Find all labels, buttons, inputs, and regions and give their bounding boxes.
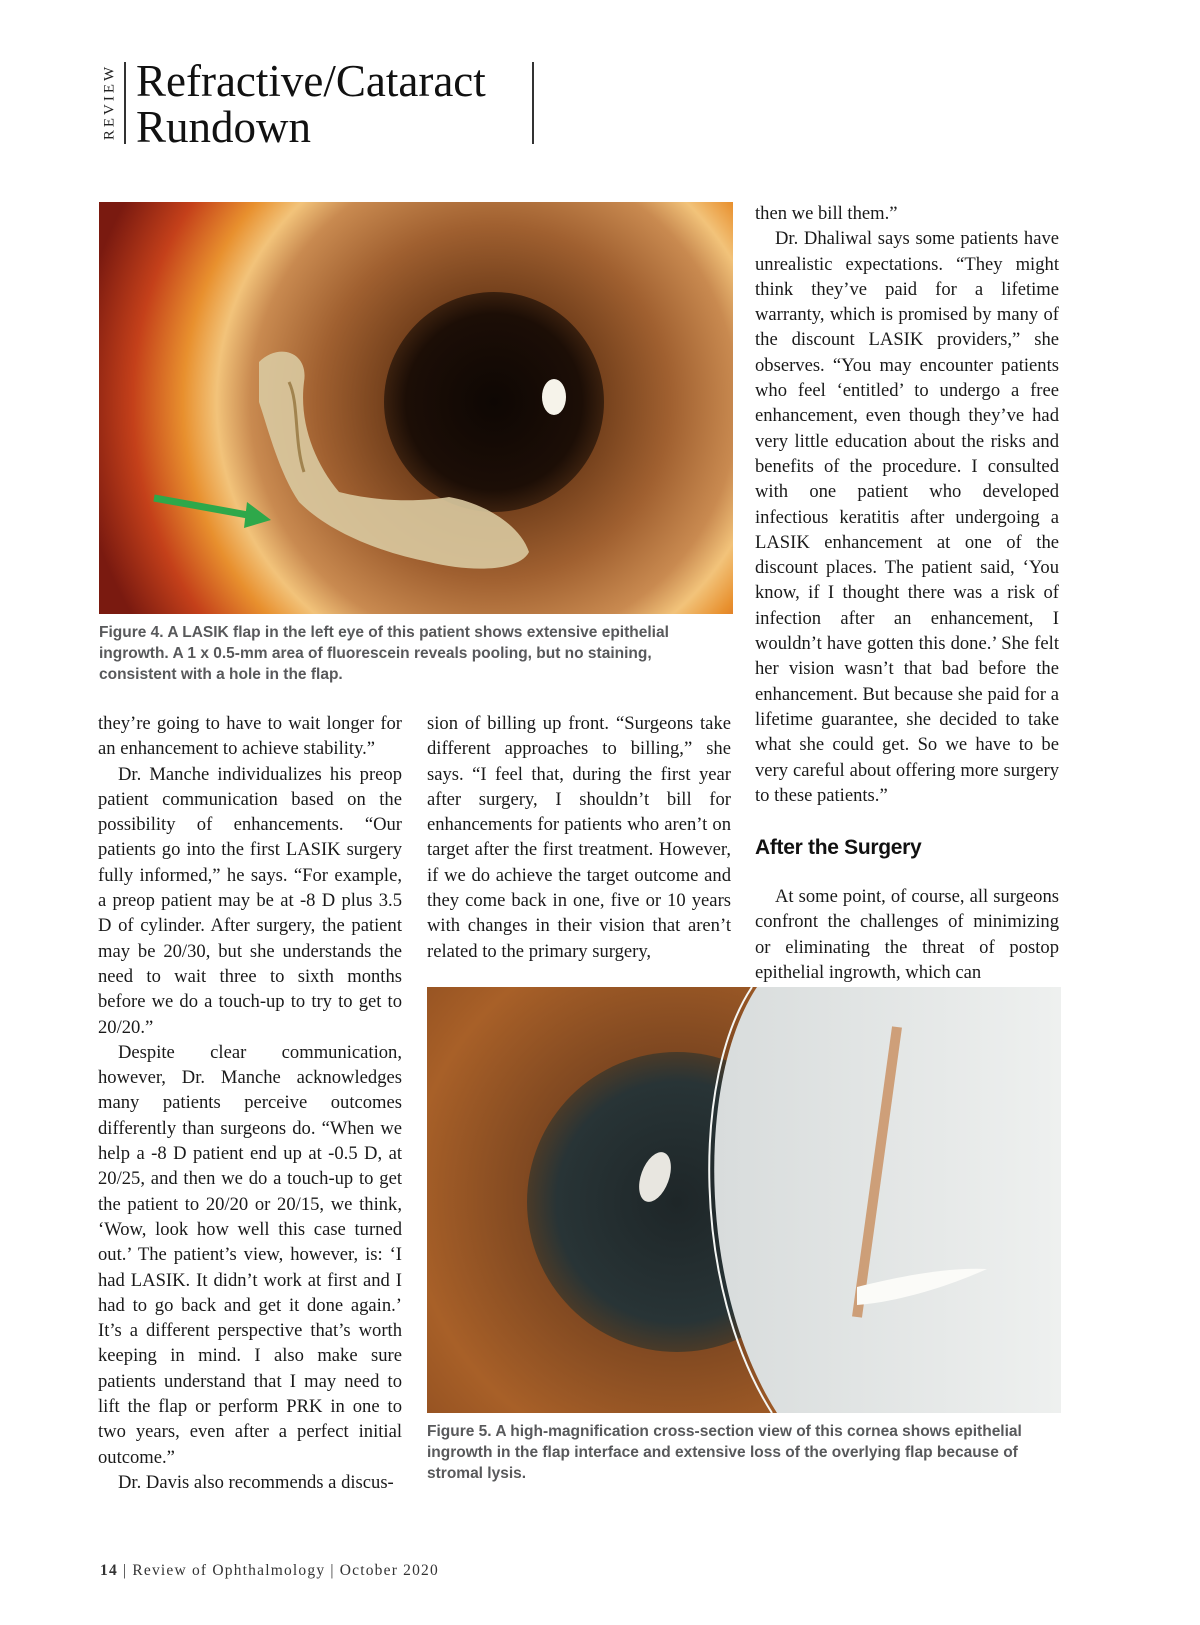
section-subhead: After the Surgery	[755, 836, 922, 860]
section-kicker: REVIEW	[101, 63, 118, 141]
paragraph: then we bill them.”	[755, 203, 898, 224]
page-number: 14	[100, 1562, 118, 1579]
column-2	[427, 711, 731, 964]
column-3	[755, 201, 1059, 985]
paragraph: Dr. Manche individualizes his preop patient communication based on the possibility of enhancements. “Our patients go into the first LASIK surgery fully informed,” he says. “For example, a preop patient may be at -8 D plus 3.5 D of cylinder. After surgery, the patient may be 20/30, but she understands the need to wait three to sixth months before we do a touch-up to try to get to 20/20.”	[98, 763, 402, 1038]
title-line-2: Rundown	[136, 102, 312, 152]
page-title	[136, 58, 486, 150]
header-divider-left	[124, 62, 126, 144]
figure-5-image	[427, 987, 1061, 1413]
title-line-1: Refractive/Cataract	[136, 56, 486, 106]
figure-5-caption: Figure 5. A high-magnification cross-section view of this cornea shows epithelial ingrowth in the flap interface and extensive loss of the overlying flap because of stromal lysis.	[427, 1423, 1022, 1482]
column-1	[98, 711, 402, 1495]
figure-4-caption: Figure 4. A LASIK flap in the left eye of this patient shows extensive epithelial ingrowth. A 1 x 0.5-mm area of fluorescein reveals pooling, but no staining, consistent with a hole in the flap.	[99, 624, 669, 683]
page-footer: 14 | Review of Ophthalmology | October 2020	[100, 1562, 439, 1579]
paragraph: they’re going to have to wait longer for an enhancement to achieve stability.”	[98, 713, 402, 760]
header-divider-right	[532, 62, 534, 144]
paragraph: At some point, of course, all surgeons confront the challenges of minimizing or eliminating the threat of postop epithelial ingrowth, which can	[755, 886, 1059, 984]
paragraph: Dr. Davis also recommends a discus-	[118, 1471, 394, 1493]
paragraph: sion of billing up front. “Surgeons take different approaches to billing,” she says. “I feel that, during the first year after surgery, I shouldn’t bill for enhancements for patients who aren’t on target after the first treatment. However, if we do achieve the target outcome and they come back in one, five or 10 years with changes in their vision that aren’t related to the primary surgery,	[427, 713, 731, 962]
paragraph: Despite clear communication, however, Dr. Manche acknowledges many patients perceive outcomes differently than surgeons do. “When we help a -8 D patient end up at -0.5 D, at 20/25, and then we do a touch-up to get the patient to 20/20 or 20/15, we think, ‘Wow, look how well this case turned out.’ The patient’s view, however, is: ‘I had LASIK. It didn’t work at first and I had to go back and get it done again.’ It’s a different perspective that’s worth keeping in mind. I also make sure patients understand that I may need to lift the flap or perform PRK in one to two years, even after a perfect initial outcome.”	[98, 1041, 402, 1468]
figure-4-image	[99, 202, 733, 614]
publication-name: Review of Ophthalmology	[132, 1562, 326, 1579]
paragraph: Dr. Dhaliwal says some patients have unrealistic expectations. “They might think they’ve paid for a lifetime warranty, which is promised by many of the discount LASIK providers,” she observes. “You may encounter patients who feel ‘entitled’ to undergo a free enhancement, even though they’ve had very little education about the risks and benefits of the procedure. I consulted with one patient who developed infectious keratitis after undergoing a LASIK enhancement at one of the discount places. The patient said, ‘You know, if I thought there was a risk of infection after an enhancement, I wouldn’t have gotten this done.’ She felt her vision wasn’t that bad before the enhancement. But because she paid for a lifetime guarantee, she decided to take what she could get. So we have to be very careful about offering more surgery to these patients.”	[755, 228, 1059, 806]
issue-date: October 2020	[339, 1562, 439, 1579]
